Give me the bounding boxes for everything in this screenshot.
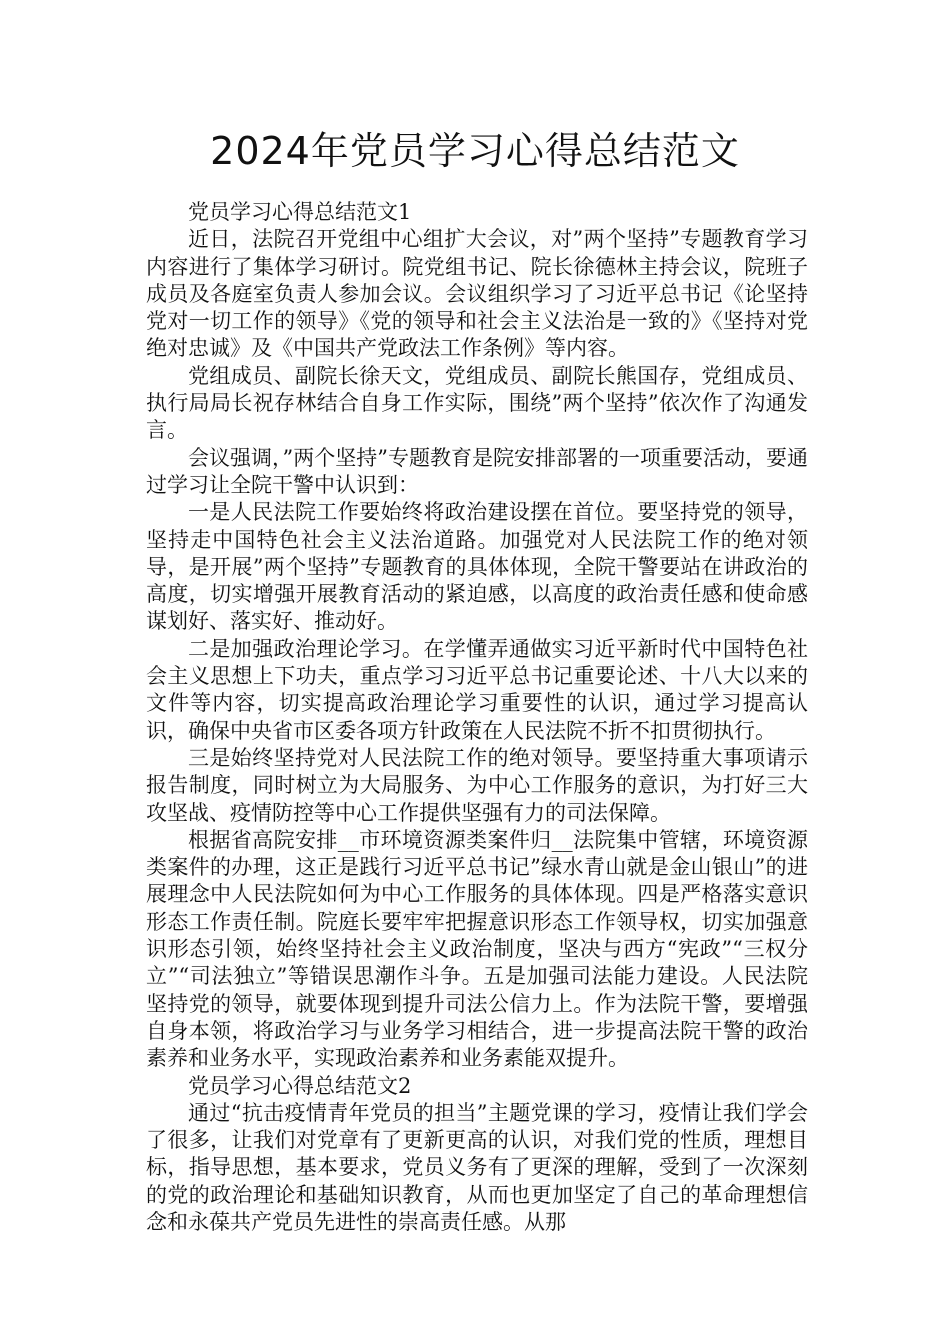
body-paragraph: 近日，法院召开党组中心组扩大会议，对”两个坚持”专题教育学习内容进行了集体学习研讨。院党组书记、院长徐德林主持会议，院班子成员及各庭室负责人参加会议。会议组织学习了习近平总书记《论坚持党对一切工作的领导》《党的领导和社会主义法治是一致的》《坚持对党绝对忠诚》及《中国共产党政法工作条例》等内容。 — [146, 227, 808, 361]
body-paragraph: 三是始终坚持党对人民法院工作的绝对领导。要坚持重大事项请示报告制度，同时树立为大局服务、为中心工作服务的意识，为打好三大攻坚战、疫情防控等中心工作提供坚强有力的司法保障。 — [146, 745, 808, 825]
document-body — [146, 199, 808, 1236]
body-paragraph: 根据省高院安排__市环境资源类案件归__法院集中管辖，环境资源类案件的办理，这正是践行习近平总书记”绿水青山就是金山银山”的进展理念中人民法院如何为中心工作服务的具体体现。四是严格落实意识形态工作责任制。院庭长要牢牢把握意识形态工作领导权，切实加强意识形态引领，始终坚持社会主义政治制度，坚决与西方“宪政”“三权分立”“司法独立”等错误思潮作斗争。五是加强司法能力建设。人民法院坚持党的领导，就要体现到提升司法公信力上。作为法院干警，要增强自身本领，将政治学习与业务学习相结合，进一步提高法院干警的政治素养和业务水平，实现政治素养和业务素能双提升。 — [146, 827, 808, 1071]
body-paragraph: 党组成员、副院长徐天文，党组成员、副院长熊国存，党组成员、执行局局长祝存林结合自身工作实际，围绕”两个坚持”依次作了沟通发言。 — [146, 363, 808, 443]
body-paragraph: 一是人民法院工作要始终将政治建设摆在首位。要坚持党的领导，坚持走中国特色社会主义法治道路。加强党对人民法院工作的绝对领导，是开展”两个坚持”专题教育的具体体现，全院干警要站在讲政治的高度，切实增强开展教育活动的紧迫感，以高度的政治责任感和使命感谋划好、落实好、推动好。 — [146, 500, 808, 634]
body-paragraph: 会议强调，”两个坚持”专题教育是院安排部署的一项重要活动，要通过学习让全院干警中认识到： — [146, 445, 808, 497]
section-heading: 党员学习心得总结范文1 — [188, 200, 412, 224]
body-paragraph: 通过“抗击疫情青年党员的担当”主题党课的学习，疫情让我们学会了很多，让我们对党章有了更新更高的认识，对我们党的性质，理想目标，指导思想，基本要求，党员义务有了更深的理解，受到了一次深刻的党的政治理论和基础知识教育，从而也更加坚定了自己的革命理想信念和永葆共产党员先进性的崇高责任感。从那 — [146, 1100, 808, 1234]
section-heading: 党员学习心得总结范文2 — [188, 1073, 412, 1098]
body-paragraph: 二是加强政治理论学习。在学懂弄通做实习近平新时代中国特色社会主义思想上下功夫，重点学习习近平总书记重要论述、十八大以来的文件等内容，切实提高政治理论学习重要性的认识，通过学习提高认识，确保中央省市区委各项方针政策在人民法院不折不扣贯彻执行。 — [146, 636, 808, 743]
document-title: 2024年党员学习心得总结范文 — [210, 129, 740, 173]
